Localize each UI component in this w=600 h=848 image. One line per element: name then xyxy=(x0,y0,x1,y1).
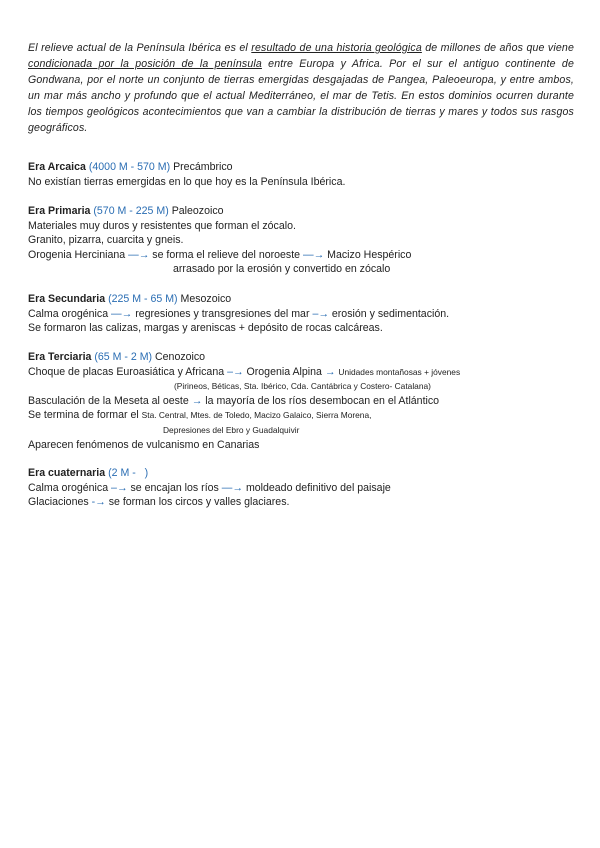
era-title: Era Secundaria xyxy=(28,293,106,305)
line-text: se forma el relieve del noroeste xyxy=(152,248,301,261)
line-text: la mayoría de los ríos desembocan en el Atlántico xyxy=(205,394,440,407)
line-text: Orogenia Alpina xyxy=(246,365,322,378)
section-cuaternaria xyxy=(28,466,588,510)
section-line: Granito, pizarra, cuarcita y gneis. xyxy=(28,234,184,247)
arrow-icon: —→ xyxy=(303,248,325,261)
era-title: Era Primaria xyxy=(28,205,91,217)
section-terciaria xyxy=(28,350,588,452)
era-period: Precámbrico xyxy=(173,161,233,173)
era-title: Era cuaternaria xyxy=(28,467,106,479)
section-line: (Pirineos, Béticas, Sta. Ibérico, Cda. Cantábrica y Costero- Catalana) xyxy=(174,381,431,392)
arrow-icon: —→ xyxy=(128,248,150,261)
line-text: se encajan los ríos xyxy=(130,481,219,494)
line-text: Glaciaciones xyxy=(28,496,89,509)
intro-underline: condicionada por la posición de la península xyxy=(28,58,262,70)
section-heading xyxy=(28,350,588,365)
line-text: Calma orogénica xyxy=(28,481,109,494)
line-text: Basculación de la Meseta al oeste xyxy=(28,394,189,407)
section-heading xyxy=(28,204,588,219)
section-heading xyxy=(28,466,588,481)
section-heading xyxy=(28,292,588,307)
line-text: regresiones y transgresiones del mar xyxy=(135,307,310,320)
line-text: Se termina de formar el xyxy=(28,409,139,422)
intro-text: El relieve actual de la Península Ibérica es el xyxy=(28,42,252,54)
line-text: Macizo Hespérico xyxy=(327,248,412,261)
section-primaria xyxy=(28,204,588,277)
section-line xyxy=(28,394,588,409)
section-heading xyxy=(28,160,588,175)
line-text: Calma orogénica xyxy=(28,307,109,320)
line-text: erosión y sedimentación. xyxy=(331,307,450,320)
era-title: Era Arcaica xyxy=(28,161,86,173)
section-line: Materiales muy duros y resistentes que forman el zócalo. xyxy=(28,219,296,232)
line-text: se forman los circos y valles glaciares. xyxy=(108,496,290,509)
arrow-icon: —→ xyxy=(221,481,243,494)
section-line xyxy=(28,365,588,380)
section-line: arrasado por la erosión y convertido en zócalo xyxy=(173,263,391,276)
section-line xyxy=(28,248,588,263)
era-range: (2 M - ) xyxy=(108,467,149,479)
line-text: Orogenia Herciniana xyxy=(28,248,126,261)
section-line xyxy=(28,307,588,322)
section-line: Aparecen fenómenos de vulcanismo en Canarias xyxy=(28,438,260,451)
intro-paragraph xyxy=(28,40,574,136)
era-period: Paleozoico xyxy=(171,205,224,217)
intro-underline: resultado de una historia geológica xyxy=(251,42,422,54)
intro-text: entre Europa y Africa. Por el sur el antiguo continente de Gondwana, por el norte un conjunto de tierras emergidas desgajadas de Pangea, Paleoeuropa, y entre ambos, un mar más ancho y profundo que el actual Mediterráneo, el mar de Tetis. En estos dominios ocurren durante los tiempos geológicos acontecimientos que van a cambiar la distribución de tierras y mares y todos sus rasgos geográficos. xyxy=(28,58,575,134)
section-line: Se formaron las calizas, margas y areniscas + depósito de rocas calcáreas. xyxy=(28,322,383,335)
intro-text: de millones de años que viene xyxy=(421,42,574,54)
era-period: Cenozoico xyxy=(155,351,206,363)
arrow-icon: → xyxy=(191,394,203,407)
line-text: moldeado definitivo del paisaje xyxy=(245,481,391,494)
section-line xyxy=(28,481,588,496)
section-arcaica xyxy=(28,160,588,189)
arrow-icon: –→ xyxy=(312,307,329,320)
section-line xyxy=(28,408,588,423)
arrow-icon: –→ xyxy=(111,481,128,494)
era-title: Era Terciaria xyxy=(28,351,92,363)
section-secundaria xyxy=(28,292,588,336)
arrow-icon: → xyxy=(324,365,336,378)
era-range: (65 M - 2 M) xyxy=(94,351,153,363)
line-text: Unidades montañosas + jóvenes xyxy=(338,366,461,377)
era-range: (225 M - 65 M) xyxy=(108,293,178,305)
arrow-icon: –→ xyxy=(227,365,244,378)
era-period: Mesozoico xyxy=(180,293,232,305)
line-text: Sta. Central, Mtes. de Toledo, Macizo Galaico, Sierra Morena, xyxy=(141,410,372,421)
section-line xyxy=(28,495,588,510)
section-line: No existían tierras emergidas en lo que hoy es la Península Ibérica. xyxy=(28,175,346,188)
line-text: Choque de placas Euroasiática y Africana xyxy=(28,365,225,378)
era-range: (570 M - 225 M) xyxy=(93,205,169,217)
section-line: Depresiones del Ebro y Guadalquivir xyxy=(163,424,300,435)
arrow-icon: -→ xyxy=(91,496,106,509)
arrow-icon: —→ xyxy=(111,307,133,320)
era-range: (4000 M - 570 M) xyxy=(88,161,171,173)
